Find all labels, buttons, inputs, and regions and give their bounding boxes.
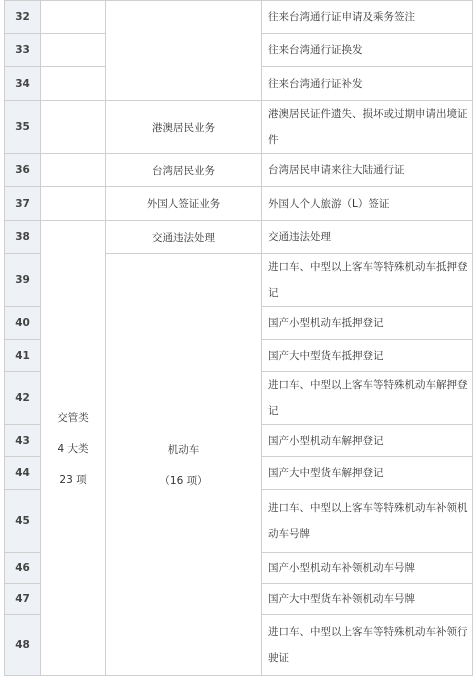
subcategory-cell-empty <box>106 1 262 101</box>
row-number: 41 <box>5 340 41 372</box>
table-row <box>5 101 473 154</box>
item-cell: 港澳居民证件遗失、损坏或过期申请出境证件 <box>262 101 473 154</box>
item-cell: 国产大中型货车解押登记 <box>262 457 473 490</box>
category-cell-empty <box>41 154 106 187</box>
row-number: 47 <box>5 584 41 615</box>
table-row <box>5 221 473 254</box>
row-number: 33 <box>5 34 41 67</box>
category-name: 交管类 <box>57 411 89 424</box>
item-cell: 国产大中型货车补领机动车号牌 <box>262 584 473 615</box>
item-cell: 往来台湾通行证补发 <box>262 67 473 101</box>
category-cell <box>41 221 106 676</box>
row-number: 37 <box>5 187 41 221</box>
item-cell: 交通违法处理 <box>262 221 473 254</box>
row-number: 43 <box>5 425 41 457</box>
row-number: 45 <box>5 490 41 553</box>
item-cell: 国产小型机动车抵押登记 <box>262 307 473 340</box>
category-group-count: 4 大类 <box>57 442 89 455</box>
row-number: 48 <box>5 615 41 676</box>
row-number: 39 <box>5 254 41 307</box>
subcategory-cell: 港澳居民业务 <box>106 101 262 154</box>
category-cell-empty <box>41 101 106 154</box>
item-cell: 进口车、中型以上客车等特殊机动车解押登记 <box>262 372 473 425</box>
category-item-count: 23 项 <box>59 473 87 486</box>
row-number: 38 <box>5 221 41 254</box>
subcategory-cell: 交通违法处理 <box>106 221 262 254</box>
item-cell: 台湾居民申请来往大陆通行证 <box>262 154 473 187</box>
item-cell: 国产小型机动车补领机动车号牌 <box>262 553 473 584</box>
category-cell-empty <box>41 34 106 67</box>
subcategory-cell: 外国人签证业务 <box>106 187 262 221</box>
subcategory-cell: 台湾居民业务 <box>106 154 262 187</box>
row-number: 42 <box>5 372 41 425</box>
item-cell: 往来台湾通行证换发 <box>262 34 473 67</box>
table-row <box>5 187 473 221</box>
category-cell-empty <box>41 67 106 101</box>
item-cell: 国产小型机动车解押登记 <box>262 425 473 457</box>
subcategory-count: （16 项） <box>159 474 208 487</box>
category-cell-empty <box>41 187 106 221</box>
row-number: 44 <box>5 457 41 490</box>
subcategory-name: 机动车 <box>167 443 200 456</box>
row-number: 36 <box>5 154 41 187</box>
table-row <box>5 154 473 187</box>
item-cell: 外国人个人旅游（L）签证 <box>262 187 473 221</box>
item-cell: 进口车、中型以上客车等特殊机动车补领行驶证 <box>262 615 473 676</box>
category-cell-empty <box>41 1 106 34</box>
item-cell: 进口车、中型以上客车等特殊机动车补领机动车号牌 <box>262 490 473 553</box>
row-number: 34 <box>5 67 41 101</box>
row-number: 46 <box>5 553 41 584</box>
item-cell: 往来台湾通行证申请及乘务签注 <box>262 1 473 34</box>
table-row <box>5 1 473 34</box>
item-cell: 进口车、中型以上客车等特殊机动车抵押登记 <box>262 254 473 307</box>
business-table <box>4 0 473 676</box>
row-number: 32 <box>5 1 41 34</box>
row-number: 35 <box>5 101 41 154</box>
row-number: 40 <box>5 307 41 340</box>
item-cell: 国产大中型货车抵押登记 <box>262 340 473 372</box>
subcategory-cell <box>106 254 262 676</box>
